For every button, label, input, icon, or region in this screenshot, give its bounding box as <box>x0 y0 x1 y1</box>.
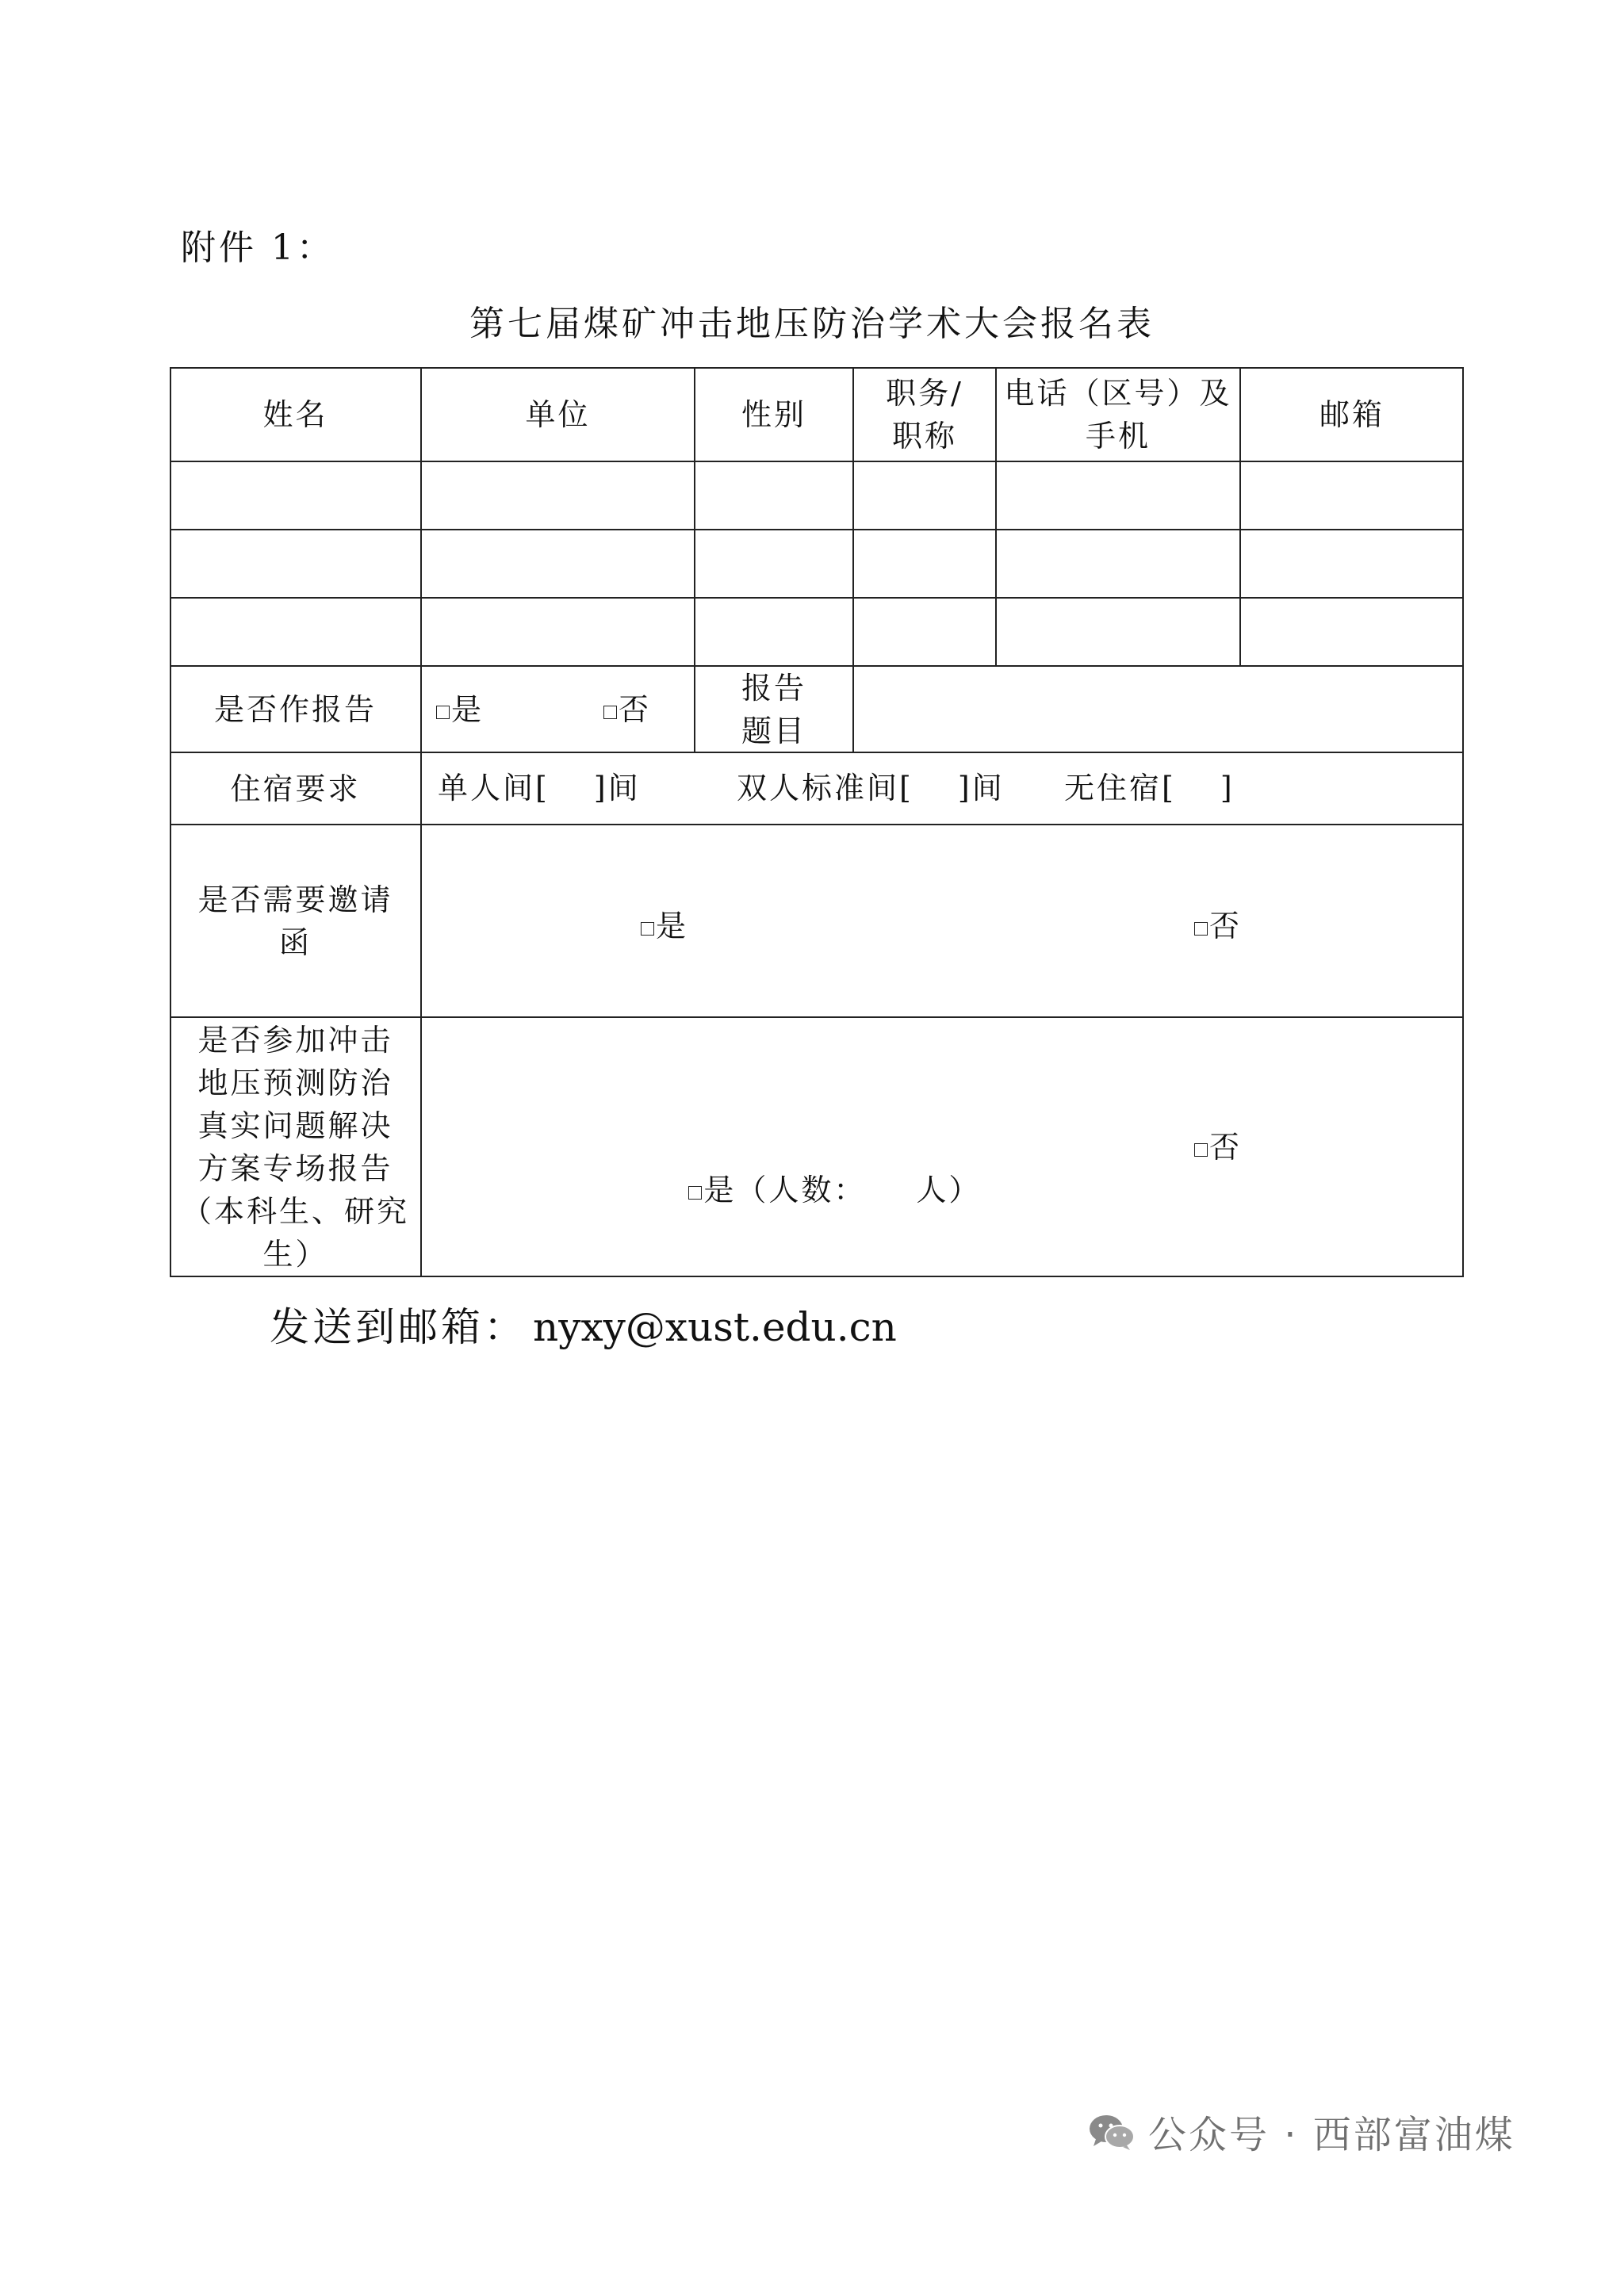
header-email: 邮箱 <box>1319 396 1385 432</box>
wechat-icon <box>1088 2113 1136 2151</box>
row2-name-field[interactable] <box>170 530 421 598</box>
invitation-no-option[interactable]: 否 <box>1194 905 1242 947</box>
row1-phone-field[interactable] <box>996 461 1240 530</box>
row1-unit-field[interactable] <box>421 461 695 530</box>
send-label: 发送到邮箱： <box>270 1304 527 1350</box>
special-session-label: 是否参加冲击 地压预测防治 真实问题解决 方案专场报告 （本科生、研究 生） <box>181 1023 409 1272</box>
report-topic-label: 报告 题目 <box>741 670 806 748</box>
accommodation-label: 住宿要求 <box>230 771 361 806</box>
header-name: 姓名 <box>262 396 328 432</box>
registration-table <box>170 367 1464 1277</box>
invitation-label: 是否需要邀请 函 <box>197 882 393 960</box>
row3-email-field[interactable] <box>1240 598 1464 666</box>
special-session-no-option[interactable]: 否 <box>1194 1126 1242 1169</box>
header-position: 职务/ 职称 <box>886 375 963 453</box>
checkbox-icon[interactable] <box>1194 1143 1208 1157</box>
row2-unit-field[interactable] <box>421 530 695 598</box>
watermark <box>1088 2104 1515 2159</box>
report-no-option[interactable]: 否 <box>603 688 651 731</box>
attachment-label: 附件 1： <box>181 228 335 268</box>
checkbox-icon[interactable] <box>688 1186 702 1200</box>
header-gender: 性别 <box>741 396 806 432</box>
row2-phone-field[interactable] <box>996 530 1240 598</box>
form-title: 第七届煤矿冲击地压防治学术大会报名表 <box>469 304 1155 344</box>
checkbox-icon[interactable] <box>436 706 450 719</box>
row2-gender-field[interactable] <box>695 530 853 598</box>
send-to-email <box>270 1295 897 1353</box>
checkbox-icon[interactable] <box>641 922 654 936</box>
special-session-yes-option[interactable]: 是（人数： 人） <box>641 1126 981 1254</box>
watermark-text: 公众号 · 西部富油煤 <box>1148 2113 1515 2157</box>
row2-position-field[interactable] <box>853 530 996 598</box>
checkbox-icon[interactable] <box>603 706 617 719</box>
no-accommodation-option[interactable]: 无住宿[ ] <box>1064 771 1235 806</box>
row3-unit-field[interactable] <box>421 598 695 666</box>
row3-gender-field[interactable] <box>695 598 853 666</box>
row1-position-field[interactable] <box>853 461 996 530</box>
row3-position-field[interactable] <box>853 598 996 666</box>
row1-email-field[interactable] <box>1240 461 1464 530</box>
report-topic-field[interactable] <box>853 666 1464 752</box>
header-phone: 电话（区号）及 手机 <box>1004 375 1232 453</box>
email-address-link[interactable]: nyxy@xust.edu.cn <box>533 1304 897 1350</box>
single-room-option[interactable]: 单人间[ ]间 <box>438 771 641 806</box>
row1-gender-field[interactable] <box>695 461 853 530</box>
row3-name-field[interactable] <box>170 598 421 666</box>
invitation-yes-option[interactable]: 是 <box>641 905 688 947</box>
row3-phone-field[interactable] <box>996 598 1240 666</box>
double-room-option[interactable]: 双人标准间[ ]间 <box>737 771 1005 806</box>
row1-name-field[interactable] <box>170 461 421 530</box>
checkbox-icon[interactable] <box>1194 922 1208 936</box>
header-unit: 单位 <box>525 396 591 432</box>
report-yes-option[interactable]: 是 <box>436 688 484 731</box>
report-label: 是否作报告 <box>213 691 377 727</box>
row2-email-field[interactable] <box>1240 530 1464 598</box>
